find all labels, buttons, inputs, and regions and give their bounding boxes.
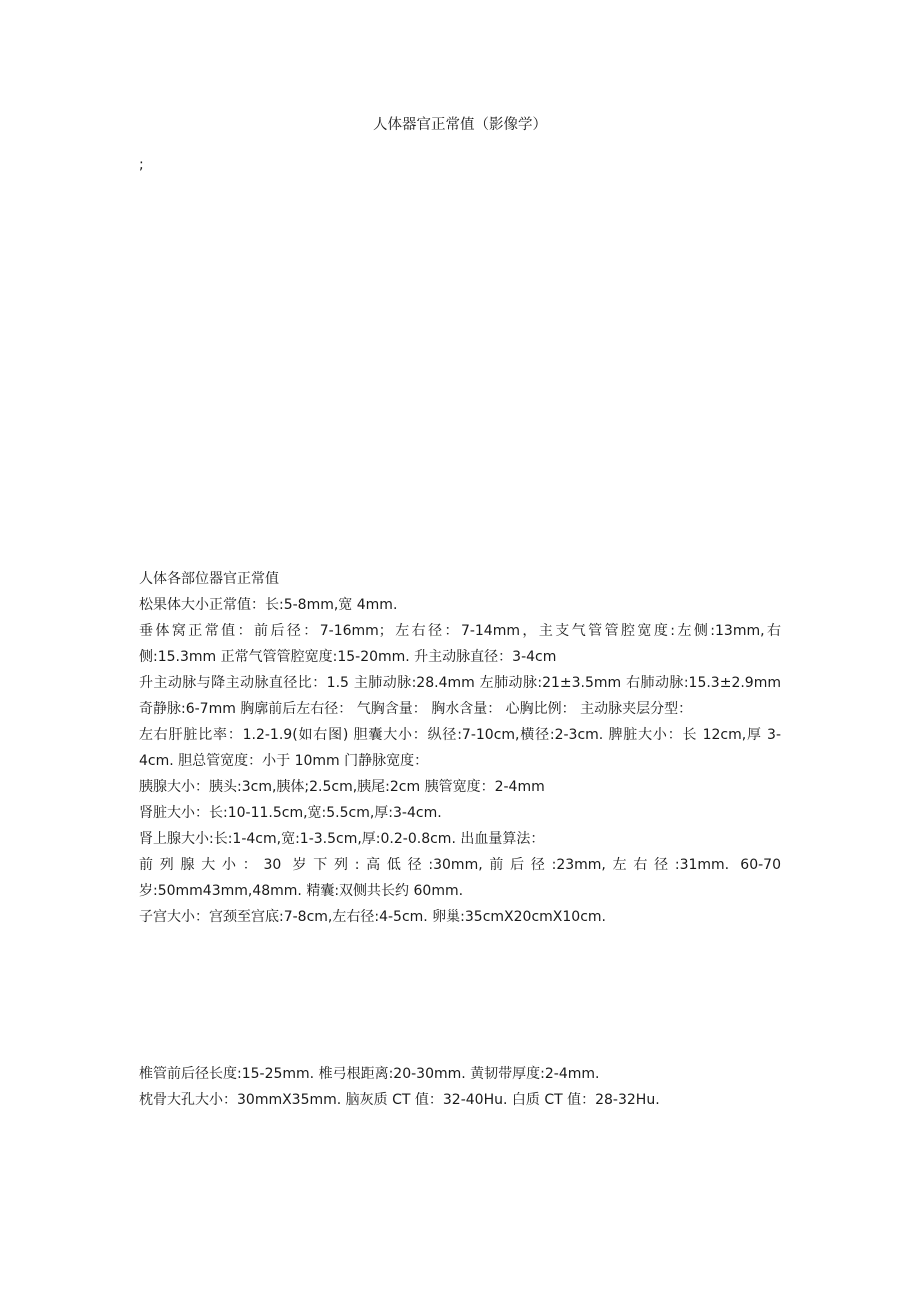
document-title: 人体器官正常值（影像学）	[373, 117, 547, 133]
liver-paragraph: 左右肝脏比率：1.2-1.9(如右图) 胆囊大小：纵径:7-10cm,横径:2-3cm. 脾脏大小：长 12cm,厚 3-4cm. 胆总管宽度：小于 10mm 门静脉宽度：	[139, 727, 781, 769]
pituitary-fossa-paragraph: 垂体窝正常值：前后径：7-16mm；左右径：7-14mm，主支气管管腔宽度:左侧:13mm,右侧:15.3mm 正常气管管腔宽度:15-20mm. 升主动脉直径：3-4cm	[139, 623, 781, 665]
spinal-canal-paragraph: 椎管前后径长度:15-25mm. 椎弓根距离:20-30mm. 黄韧带厚度:2-4mm.	[139, 1066, 600, 1082]
pineal-body-paragraph: 松果体大小正常值：长:5-8mm,宽 4mm.	[139, 597, 398, 613]
organ-values-section	[139, 566, 781, 930]
spine-brain-section	[139, 1061, 781, 1113]
pancreas-paragraph: 胰腺大小：胰头:3cm,胰体;2.5cm,胰尾:2cm 胰管宽度：2-4mm	[139, 779, 545, 795]
prostate-paragraph: 前列腺大小：30 岁下列:高低径:30mm,前后径:23mm,左右径:31mm. 60-70 岁:50mm43mm,48mm. 精囊:双侧共长约 60mm.	[139, 857, 781, 899]
uterus-paragraph: 子宫大小：宫颈至宫底:7-8cm,左右径:4-5cm. 卵巢:35cmX20cmX10cm.	[139, 909, 606, 925]
adrenal-paragraph: 肾上腺大小:长:1-4cm,宽:1-3.5cm,厚:0.2-0.8cm. 出血量算法：	[139, 831, 545, 847]
aorta-paragraph: 升主动脉与降主动脉直径比：1.5 主肺动脉:28.4mm 左肺动脉:21±3.5mm 右肺动脉:15.3±2.9mm 奇静脉:6-7mm 胸廓前后左右径： 气胸含量： 胸水含量： 心胸比例： 主动脉夹层分型：	[139, 675, 781, 717]
stray-semicolon: ;	[139, 157, 144, 173]
kidney-paragraph: 肾脏大小：长:10-11.5cm,宽:5.5cm,厚:3-4cm.	[139, 805, 442, 821]
section-heading: 人体各部位器官正常值	[139, 571, 279, 587]
foramen-magnum-paragraph: 枕骨大孔大小：30mmX35mm. 脑灰质 CT 值：32-40Hu. 白质 CT 值：28-32Hu.	[139, 1092, 660, 1108]
